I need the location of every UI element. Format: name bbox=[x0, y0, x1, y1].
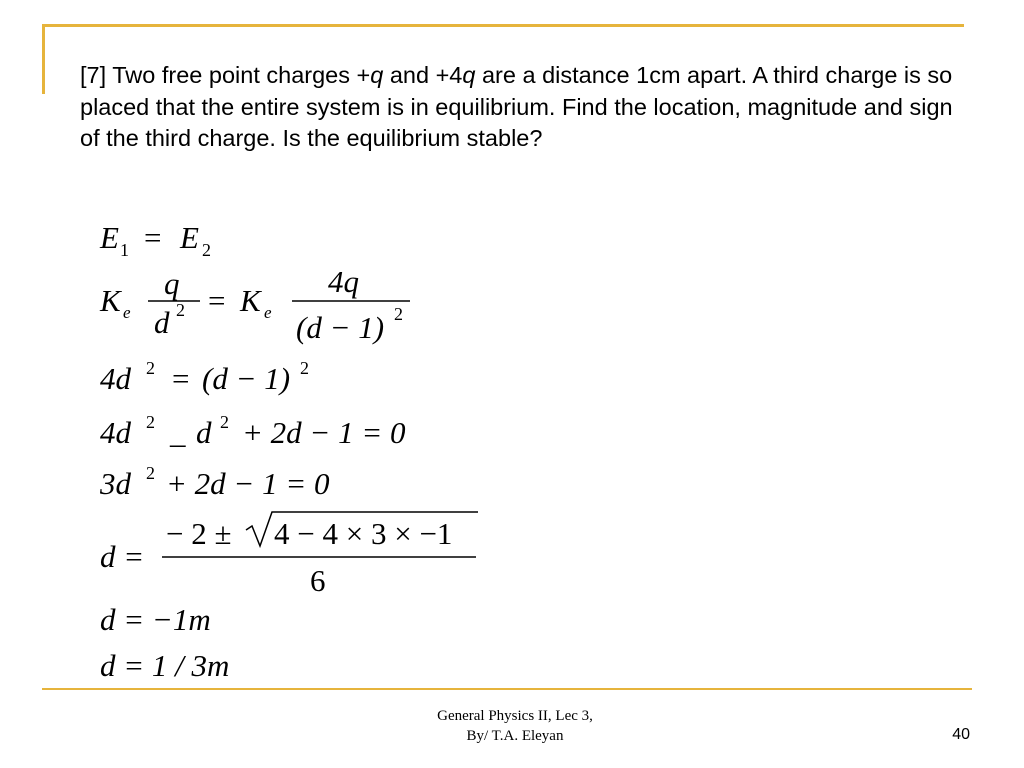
eq3-rhs-pow: 2 bbox=[300, 358, 309, 378]
equations-svg bbox=[96, 212, 576, 682]
eq4-rest: + 2d − 1 = 0 bbox=[242, 415, 406, 450]
footer bbox=[380, 706, 650, 746]
page-number: 40 bbox=[952, 726, 970, 743]
equation-5 bbox=[99, 463, 330, 501]
eq2-k1: K bbox=[100, 283, 121, 318]
eq4-a-pow: 2 bbox=[146, 412, 155, 432]
eq3-lhs-pow: 2 bbox=[146, 358, 155, 378]
footer-course: General Physics II, Lec 3, bbox=[437, 708, 593, 724]
eq4-op: _ bbox=[170, 415, 186, 450]
eq6-num-prefix: − 2 ± bbox=[166, 516, 232, 551]
eq1-rhs-sub: 2 bbox=[202, 240, 211, 260]
problem-statement bbox=[80, 60, 960, 155]
equation-3 bbox=[100, 358, 309, 396]
eq2-equals: = bbox=[208, 283, 226, 318]
frame-top-rule bbox=[42, 24, 964, 27]
eq5-a-pow: 2 bbox=[146, 463, 155, 483]
eq2-num1: q bbox=[164, 266, 180, 301]
problem-text-2: and +4 bbox=[383, 62, 463, 88]
footer-author: By/ T.A. Eleyan bbox=[466, 728, 564, 744]
equation-2 bbox=[99, 264, 410, 345]
eq3-rhs: (d − 1) bbox=[202, 361, 291, 396]
eq4-a: 4d bbox=[100, 415, 131, 450]
eq3-equals: = bbox=[172, 361, 190, 396]
eq2-k1-sub: e bbox=[123, 303, 131, 322]
problem-text-1: [7] Two free point charges + bbox=[80, 62, 371, 88]
solution-equations bbox=[96, 212, 576, 682]
eq2-den2: (d − 1) bbox=[296, 310, 385, 345]
eq2-k2-sub: e bbox=[264, 303, 272, 322]
eq5-rest: + 2d − 1 = 0 bbox=[166, 466, 330, 501]
eq1-lhs-sub: 1 bbox=[120, 240, 129, 260]
equation-4 bbox=[100, 412, 406, 450]
problem-text-3: are a distance 1cm apart. A third charge is so placed that the entire system is in equilibrium. Find the location, magnitude and sign of the third charge. Is the equilibrium stable? bbox=[80, 62, 953, 151]
eq2-den1: d bbox=[154, 305, 170, 340]
footer-rule bbox=[42, 688, 972, 690]
eq1-equals: = bbox=[144, 220, 162, 255]
eq5-a: 3d bbox=[100, 466, 131, 501]
equation-1 bbox=[99, 220, 211, 260]
eq1-rhs: E bbox=[180, 220, 199, 255]
eq2-den1-pow: 2 bbox=[176, 300, 185, 320]
eq4-b: d bbox=[196, 415, 212, 450]
eq4-b-pow: 2 bbox=[220, 412, 229, 432]
eq6-lhs: d = bbox=[100, 539, 145, 574]
eq2-den2-pow: 2 bbox=[394, 304, 403, 324]
equation-6 bbox=[100, 512, 478, 598]
eq6-radicand: 4 − 4 × 3 × −1 bbox=[274, 516, 453, 551]
problem-var-q: q bbox=[370, 62, 384, 88]
eq2-num2: 4q bbox=[328, 264, 359, 299]
eq6-den: 6 bbox=[310, 563, 326, 598]
equation-7: d = −1m bbox=[100, 602, 211, 637]
problem-var-q: q bbox=[462, 62, 476, 88]
eq3-lhs: 4d bbox=[100, 361, 131, 396]
frame-left-rule bbox=[42, 24, 45, 94]
equation-8: d = 1 / 3m bbox=[100, 648, 230, 683]
eq1-lhs: E bbox=[100, 220, 119, 255]
eq2-k2: K bbox=[240, 283, 261, 318]
